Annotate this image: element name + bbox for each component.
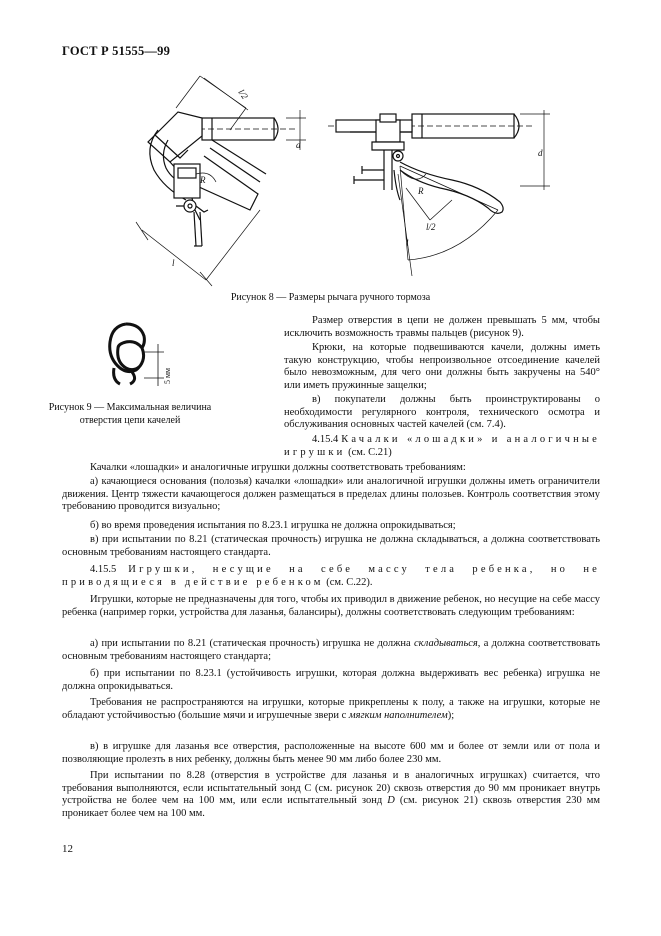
section-4-15-5-number: 4.15.5 (90, 564, 117, 575)
paragraph-item-c: в) при испытании по 8.21 (статическая прочность) игрушка не должна складываться, а должна соответствовать основным требованиям настоящего стандарта. (62, 534, 600, 558)
paragraph-exceptions (62, 697, 600, 722)
item-a2-emphasis: складываться (413, 638, 478, 649)
paragraph-rocking-requirements: Качалки «лошадки» и аналогичные игрушки должны соответствовать требованиям: (90, 462, 466, 473)
label-d-left: d (296, 140, 301, 150)
paragraph-hooks: Крюки, на которые подвешиваются качели, должны иметь такую конструкцию, чтобы непроизвольное отсоединение качелей было невозможным, для чего они должны быть закручены на 540° или иметь пружинные защелки; (284, 342, 600, 392)
section-4-15-4-number: 4.15.4 (312, 434, 339, 445)
figure-8-caption: Рисунок 8 — Размеры рычага ручного тормоза (230, 292, 431, 303)
item-a2-text-1: а) при испытании по 8.21 (статическая прочность) игрушка не должна (90, 638, 414, 649)
section-4-15-5-heading (62, 564, 600, 589)
section-4-15-4-ref: (см. С.21) (348, 446, 392, 458)
paragraph-item-b: б) во время проведения испытания по 8.23.1 игрушка не должна опрокидываться; (90, 520, 456, 531)
right-lever-view (328, 110, 550, 276)
test-emphasis: D (387, 795, 395, 807)
test-text-2: (см. рисунок 21) сквозь отверстия 230 мм проникает более чем на 100 мм. (62, 795, 600, 820)
figure-9-dim-label: 5 мм (163, 367, 172, 384)
paragraph-item-a2 (62, 638, 600, 663)
label-d-right: d (538, 148, 543, 158)
exceptions-text-1: Требования не распространяются на игрушки, которые прикреплены к полу, а также на игрушки, которые не обладают устойчивостью (большие мячи и игрушечные звери с (62, 697, 600, 721)
paragraph-chain-opening: Размер отверстия в цепи не должен превышать 5 мм, чтобы исключить возможность травмы пальцев (рисунок 9). (284, 315, 600, 339)
section-4-15-4-title: Качалки «лошадки» и аналогичные игрушки (284, 434, 601, 458)
exceptions-text-2: ); (447, 709, 455, 721)
paragraph-item-b2: б) при испытании по 8.23.1 (устойчивость игрушки, которая должна выдерживать вес ребенка) игрушка не должна опрокидываться. (62, 668, 600, 692)
label-r-right: R (418, 186, 424, 196)
exceptions-emphasis: мягким наполнителем (348, 709, 448, 721)
label-l-right: l (406, 238, 409, 248)
document-header: ГОСТ Р 51555—99 (62, 44, 171, 58)
label-l2-right: l/2 (426, 222, 436, 232)
label-r-left: R (200, 175, 206, 185)
left-lever-view (136, 76, 306, 286)
figure-9-drawing (98, 318, 180, 398)
section-4-15-5-title: Игрушки, несущие на себе массу тела ребенка, но не приводящиеся в действие ребенком (62, 564, 600, 588)
label-l2-left: l/2 (236, 87, 251, 101)
page-number: 12 (62, 843, 73, 855)
paragraph-non-driven-toys: Игрушки, которые не предназначены для того, чтобы их приводил в движение ребенок, но несущие на себе массу ребенка (например горки, устройства для лазанья, балансиры), должны соответствовать следующим требованиям: (62, 594, 600, 618)
test-text-1: При испытании по 8.28 (отверстия в устройстве для лазанья и в аналогичных игрушках) считается, что требования выполняются, если испытательный зонд C (см. рисунок 20) сквозь отверстия до 90 мм проникает внутрь устройства не более чем на 100 мм, или если испытательный зонд (62, 770, 600, 807)
paragraph-item-a: а) качающиеся основания (полозья) качалки «лошадки» или аналогичной игрушки должны иметь ограничители движения. Центр тяжести качающегося должен размещаться в пределах длины полозьев. Контроль соответствия этому требованию проводится визуально; (62, 476, 600, 513)
figure-9-caption: Рисунок 9 — Максимальная величина отверстия цепи качелей (48, 402, 212, 426)
label-l-left: l (172, 258, 175, 268)
paragraph-test-8-28 (62, 770, 600, 821)
figure-8-drawing (100, 70, 580, 292)
item-a2-text-2: , а должна соответствовать основным требованиям настоящего стандарта; (62, 638, 600, 662)
paragraph-item-c2: в) в игрушке для лазанья все отверстия, расположенные на высоте 600 мм и более от земли или от пола и позволяющие пролезть в них ребенку, должны быть менее 90 мм либо более 230 мм. (62, 741, 600, 765)
section-4-15-5-ref: (см. С.22). (326, 576, 373, 588)
section-4-15-4-heading (284, 434, 600, 459)
paragraph-instructions: в) покупатели должны быть проинструктированы о необходимости регулярного контроля, технического осмотра и обслуживания основных частей качелей (см. 7.4). (284, 394, 600, 431)
